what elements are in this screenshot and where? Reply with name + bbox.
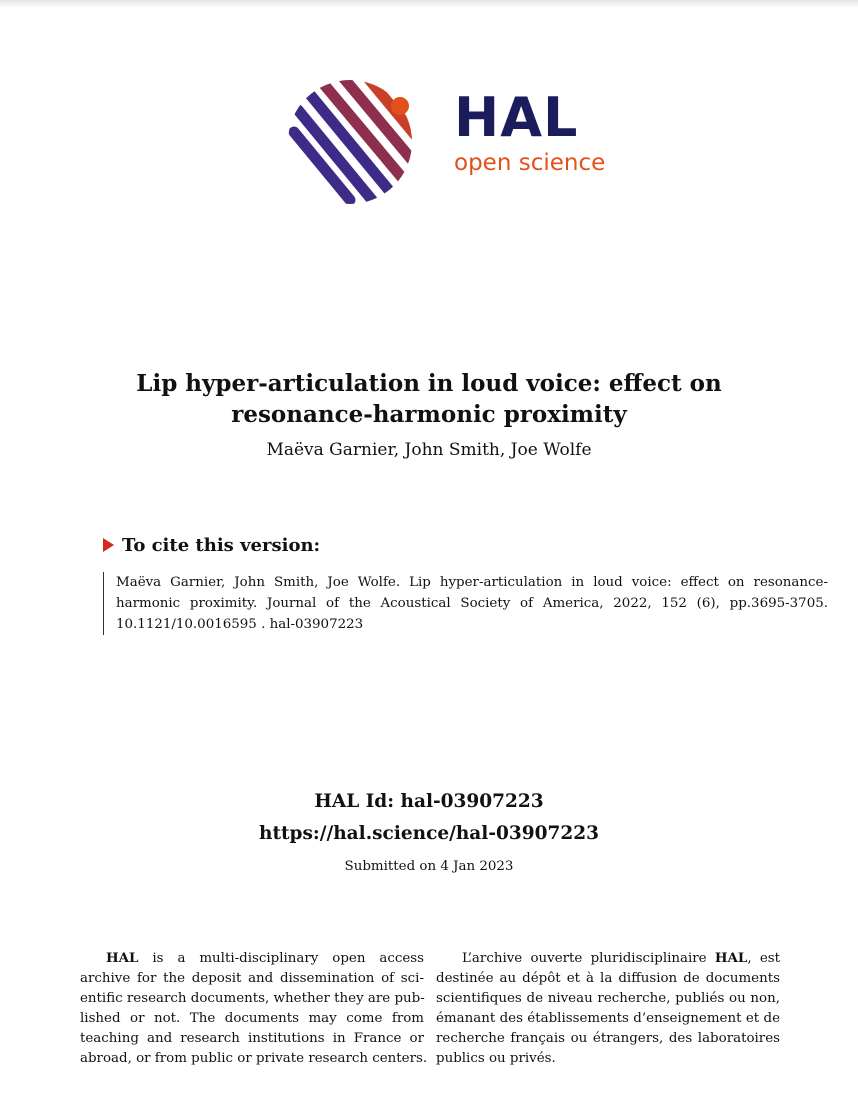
hal-logo-mark	[288, 76, 420, 208]
title-line: Lip hyper-articulation in loud voice: effect on	[136, 370, 722, 397]
hal-url-link[interactable]: https://hal.science/hal-03907223	[259, 823, 599, 844]
notice-line: abroad, or from public or private research centers.	[80, 1051, 428, 1066]
notice-line: scientifiques de niveau recherche, publiés ou non,	[436, 991, 780, 1006]
paper-authors: Maëva Garnier, John Smith, Joe Wolfe	[266, 440, 592, 460]
notice-line: destinée au dépôt et à la diffusion de documents	[436, 971, 780, 986]
notice-line: recherche français ou étrangers, des laboratoires	[436, 1031, 780, 1046]
notice-line: entific research documents, whether they are pub-	[80, 991, 425, 1006]
notice-bold-hal: HAL	[106, 950, 139, 966]
citation-line: harmonic proximity. Journal of the Acoustical Society of America, 2022, 152 (6), pp.3695-3705.	[116, 596, 828, 611]
cite-heading-text: To cite this version:	[122, 535, 321, 556]
notice-line: teaching and research institutions in France or	[80, 1031, 424, 1046]
hal-logo-word: HAL	[454, 86, 579, 149]
title-line: resonance-harmonic proximity	[231, 401, 627, 428]
notice-line-text: , est	[747, 951, 780, 966]
hal-id: HAL Id: hal-03907223	[314, 791, 544, 812]
page-top-shadow	[0, 0, 858, 8]
notice-bold-hal: HAL	[714, 950, 748, 966]
notice-line-text: is a multi-disciplinary open access	[152, 951, 424, 966]
hal-logo-subtitle: open science	[454, 150, 606, 176]
notice-line-text: L’archive ouverte pluridisciplinaire	[462, 951, 707, 966]
notice-line: émanant des établissements d’enseignement et de	[436, 1011, 780, 1026]
triangle-bullet-icon	[103, 538, 114, 552]
notice-french	[436, 948, 780, 1069]
notice-line: lished or not. The documents may come from	[80, 1011, 424, 1026]
citation-line: 10.1121/10.0016595 . hal-03907223	[116, 617, 364, 632]
paper-title	[60, 368, 798, 430]
citation-block	[103, 572, 828, 635]
citation-line: Maëva Garnier, John Smith, Joe Wolfe. Lip hyper-articulation in loud voice: effect on resonance-	[116, 575, 828, 590]
submitted-date: Submitted on 4 Jan 2023	[344, 859, 514, 874]
notice-line	[80, 948, 424, 969]
hal-logo	[288, 76, 628, 208]
notice-line: archive for the deposit and dissemination of sci-	[80, 971, 424, 986]
notice-english	[80, 948, 428, 1069]
notice-line	[436, 948, 780, 969]
cite-heading	[103, 534, 320, 558]
notice-line: publics ou privés.	[436, 1051, 556, 1066]
